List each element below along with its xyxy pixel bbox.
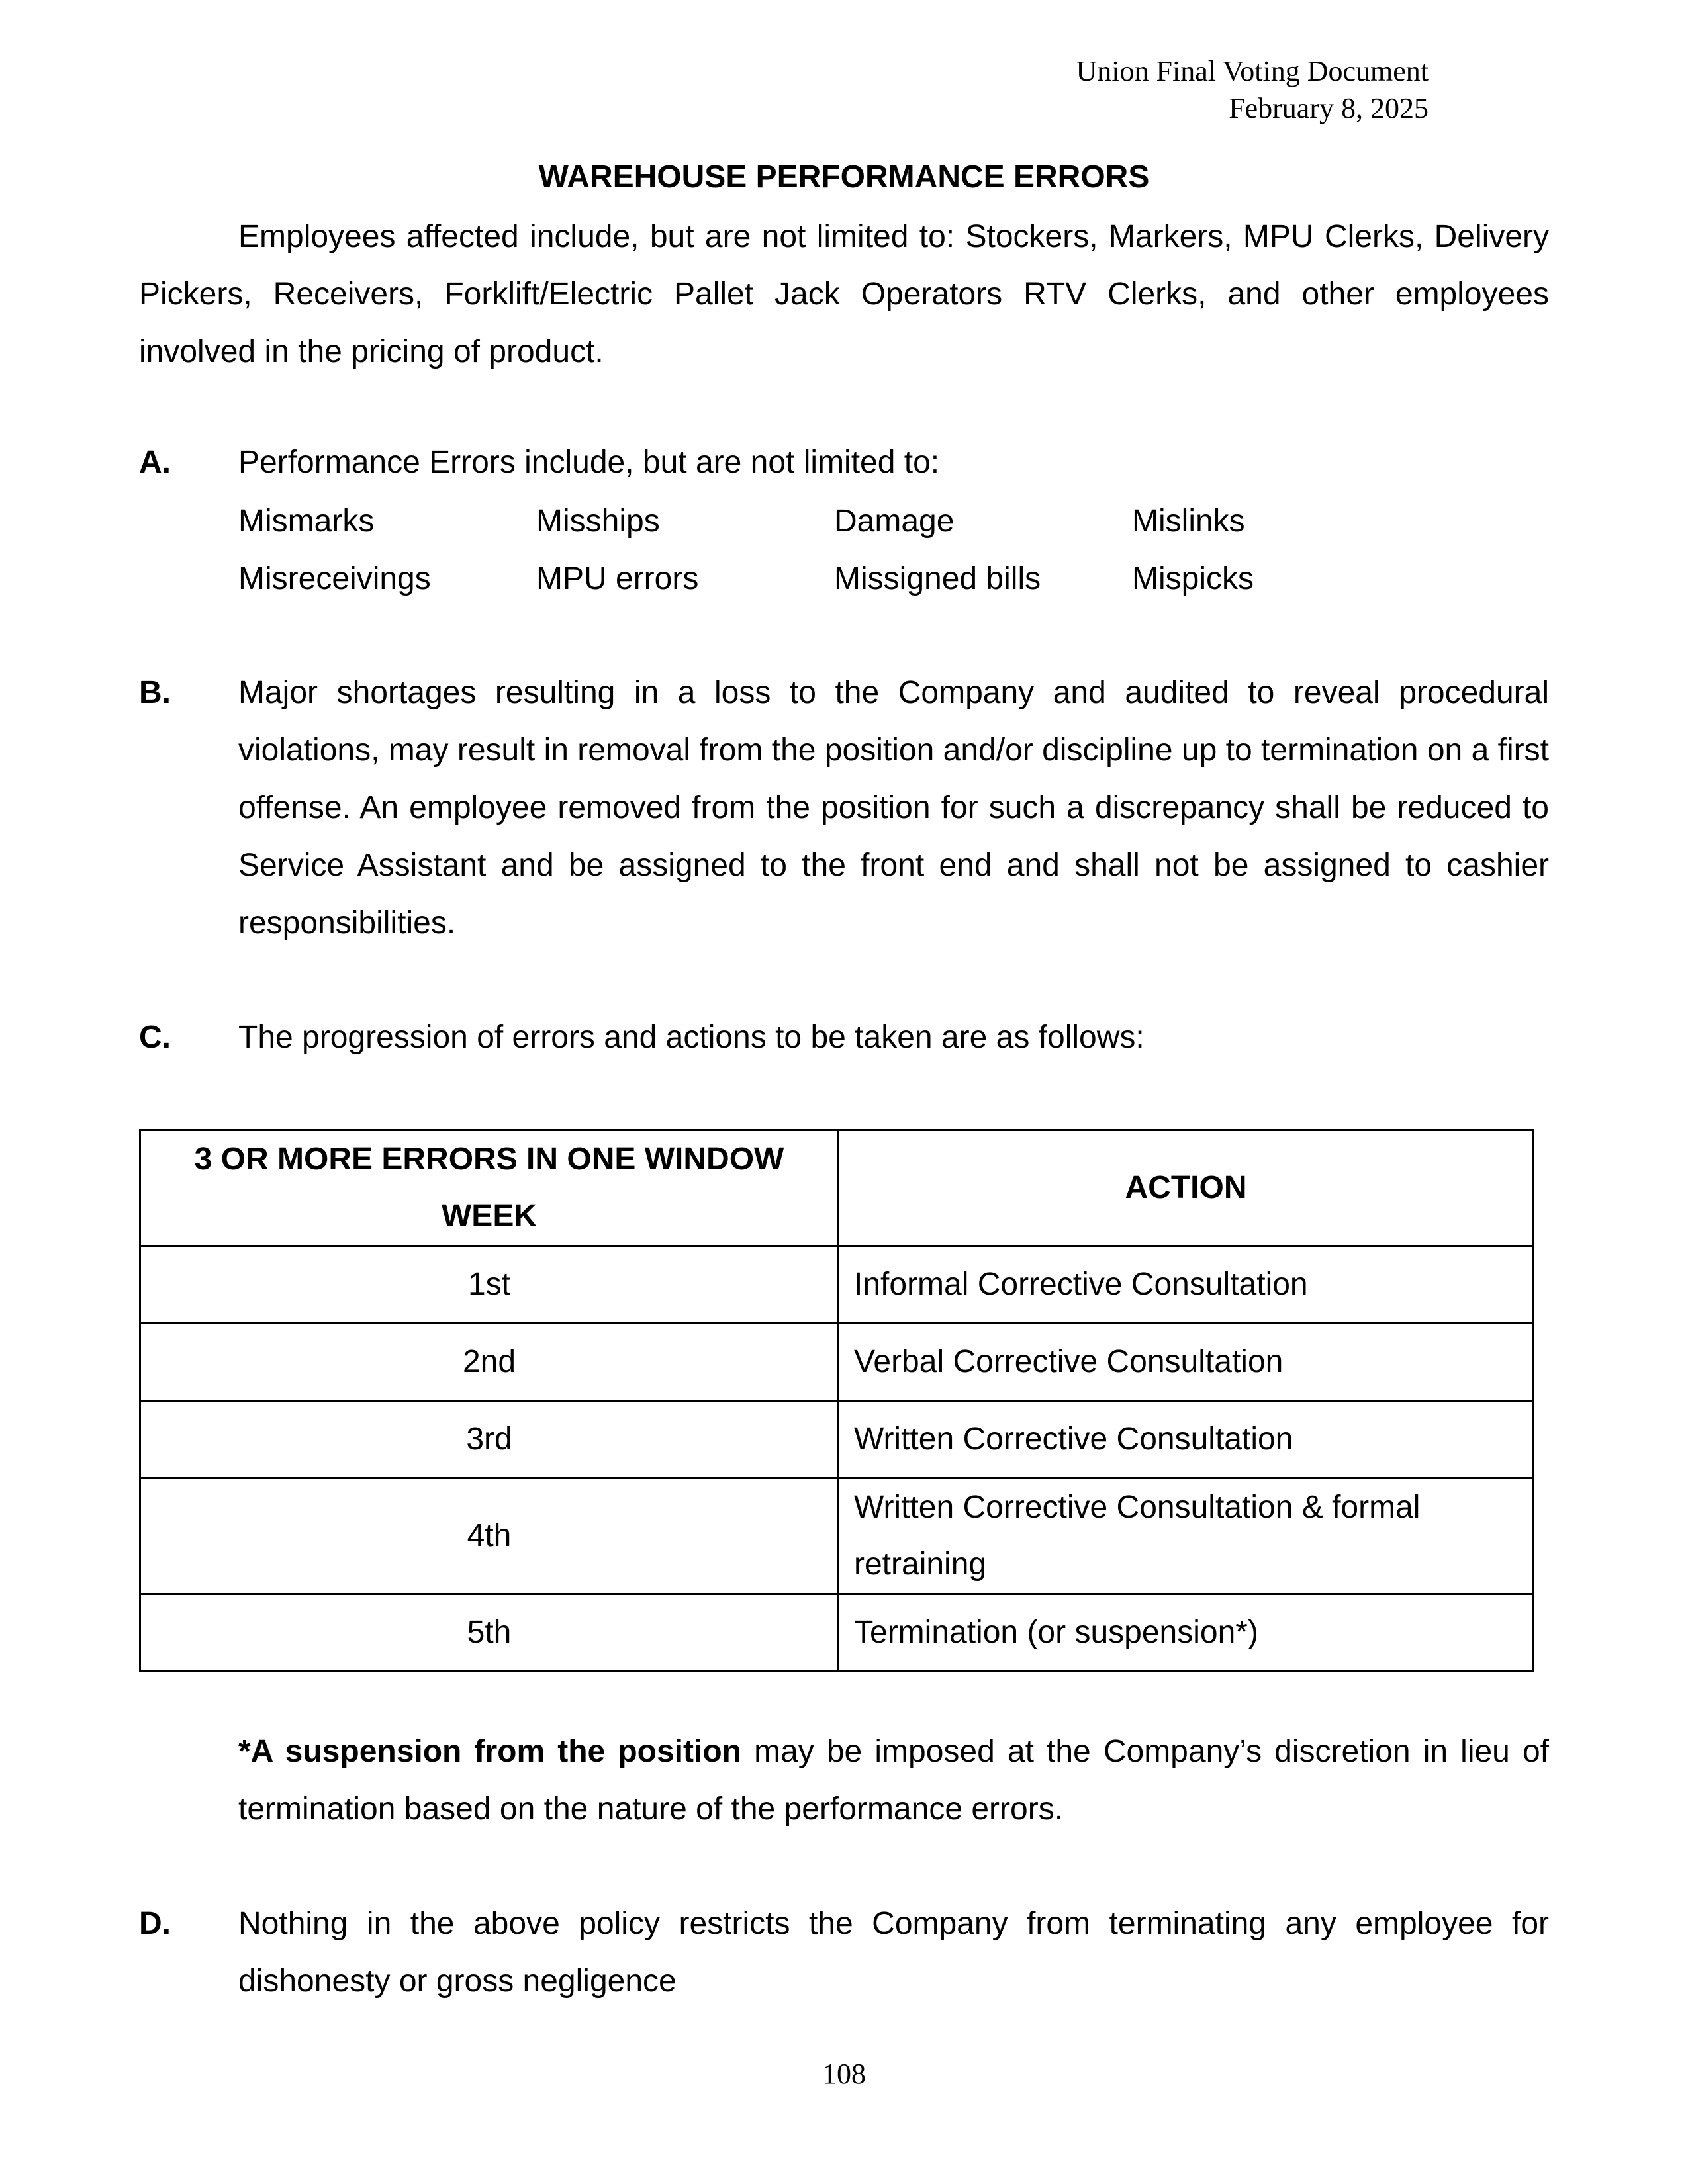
action-cell: Termination (or suspension*)	[839, 1594, 1534, 1672]
section-c-text: The progression of errors and actions to be taken are as follows:	[238, 1020, 1145, 1055]
table-row	[140, 1324, 1534, 1401]
error-type: Misreceivings	[238, 561, 431, 596]
error-type: Misships	[536, 504, 660, 539]
progression-table	[139, 1129, 1534, 1672]
table-row	[140, 1401, 1534, 1479]
error-type: Mispicks	[1132, 561, 1254, 596]
section-d-text: Nothing in the above policy restricts the Company from terminating any employee for dishonesty or gross negligence	[238, 1906, 1549, 1999]
error-type: Damage	[834, 504, 955, 539]
section-b-letter: B.	[139, 675, 171, 710]
table-row	[140, 1479, 1534, 1594]
footnote-text: may be imposed at the Company’s discretion in lieu of termination based on the nature of the performance errors.	[238, 1734, 1550, 1827]
error-type: MPU errors	[536, 561, 699, 596]
step-cell: 2nd	[140, 1324, 839, 1401]
action-cell: Written Corrective Consultation & formal retraining	[839, 1479, 1534, 1594]
header-errors: 3 OR MORE ERRORS IN ONE WINDOW WEEK	[140, 1130, 839, 1246]
step-cell: 3rd	[140, 1401, 839, 1479]
page-number: 108	[822, 2058, 866, 2090]
suspension-footnote	[238, 1723, 1549, 1838]
table-row	[140, 1246, 1534, 1324]
step-cell: 5th	[140, 1594, 839, 1672]
table-row	[140, 1594, 1534, 1672]
section-c-letter: C.	[139, 1020, 171, 1055]
action-cell: Verbal Corrective Consultation	[839, 1324, 1534, 1401]
error-types-grid	[238, 492, 1430, 608]
intro-paragraph: Employees affected include, but are not limited to: Stockers, Markers, MPU Clerks, Delivery Pickers, Receivers, Forklift/Electric Pallet Jack Operators RTV Clerks, and other employees involved in the pricing of product.	[139, 219, 1549, 369]
error-type: Missigned bills	[834, 561, 1041, 596]
section-a-letter: A.	[139, 445, 171, 480]
page-title: WAREHOUSE PERFORMANCE ERRORS	[538, 159, 1150, 195]
header-date: February 8, 2025	[1229, 92, 1429, 124]
footnote-bold: *A suspension from the position	[238, 1734, 741, 1769]
section-d-letter: D.	[139, 1906, 171, 1941]
error-type: Mislinks	[1132, 504, 1245, 539]
section-b-text: Major shortages resulting in a loss to the Company and audited to reveal procedural violations, may result in removal from the position and/or discipline up to termination on a first offense. An employee removed from the position for such a discrepancy shall be reduced to Service Assistant and be assigned to the front end and shall not be assigned to cashier responsibilities.	[238, 675, 1549, 940]
error-type: Mismarks	[238, 504, 375, 539]
action-cell: Informal Corrective Consultation	[839, 1246, 1534, 1324]
table-header-row	[140, 1130, 1534, 1246]
step-cell: 4th	[140, 1479, 839, 1594]
header-doc-title: Union Final Voting Document	[1076, 55, 1429, 87]
section-a-text: Performance Errors include, but are not limited to:	[238, 445, 940, 480]
action-cell: Written Corrective Consultation	[839, 1401, 1534, 1479]
document-header	[1076, 53, 1429, 127]
header-action: ACTION	[839, 1130, 1534, 1246]
step-cell: 1st	[140, 1246, 839, 1324]
